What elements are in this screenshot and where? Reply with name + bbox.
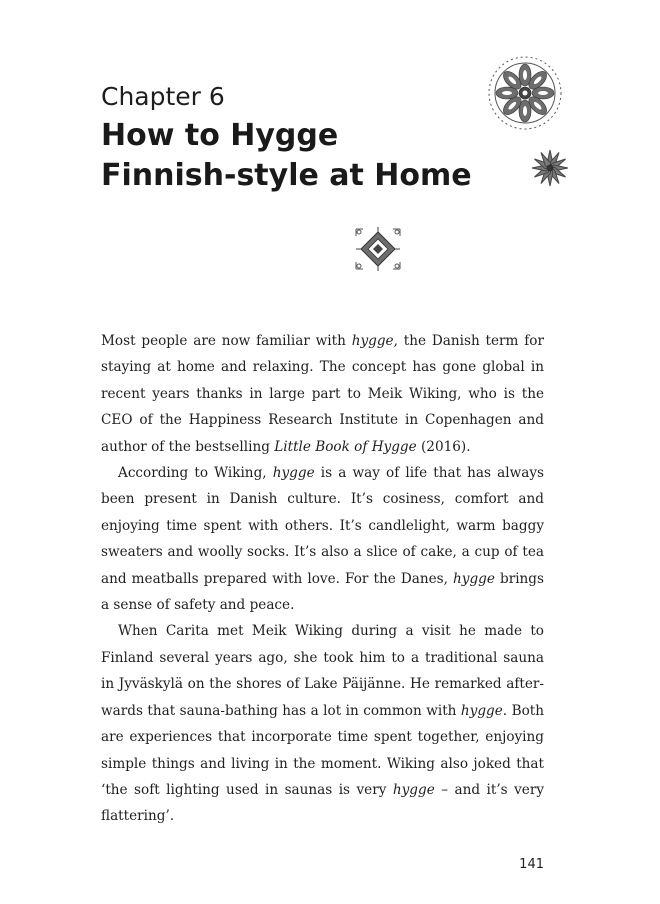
paragraph: When Carita met Meik Wiking during a visit he made to Finland several years ago, she took him to a traditional sauna in Jyväskylä on the shores of Lake Päijänne. He remarked afterwards that sauna-bathing has a lot in common with hygge. Both are experiences that incorporate time spent together, enjoying simple things and living in the moment. Wiking also joked that ‘the soft lighting used in saunas is very hygge – and it’s very flattering’. [101, 623, 545, 825]
folk-diamond-ornament-icon [352, 224, 404, 274]
flower-ornament-icon [486, 54, 564, 132]
page-number: 141 [519, 857, 544, 872]
paragraph: Most people are now familiar with hygge, the Danish term for staying at home and relaxing. The concept has gone global in recent years thanks in large part to Meik Wiking, who is the CEO of the Happiness Research Institute in Copenhagen and author of the bestselling Little Book of Hygge (2016). [101, 333, 544, 455]
body-text [101, 328, 544, 830]
paragraph: According to Wiking, hygge is a way of life that has always been present in Danish culture. It’s cosiness, comfort and enjoying time spent with others. It’s candlelight, warm baggy sweaters and woolly socks. It’s also a slice of cake, a cup of tea and meatballs prepared with love. For the Danes, hygge brings a sense of safety and peace. [101, 465, 544, 614]
chapter-number: Chapter 6 [101, 82, 225, 111]
star-flower-ornament-icon [530, 148, 570, 188]
chapter-title: How to Hygge Finnish-style at Home [101, 118, 472, 193]
